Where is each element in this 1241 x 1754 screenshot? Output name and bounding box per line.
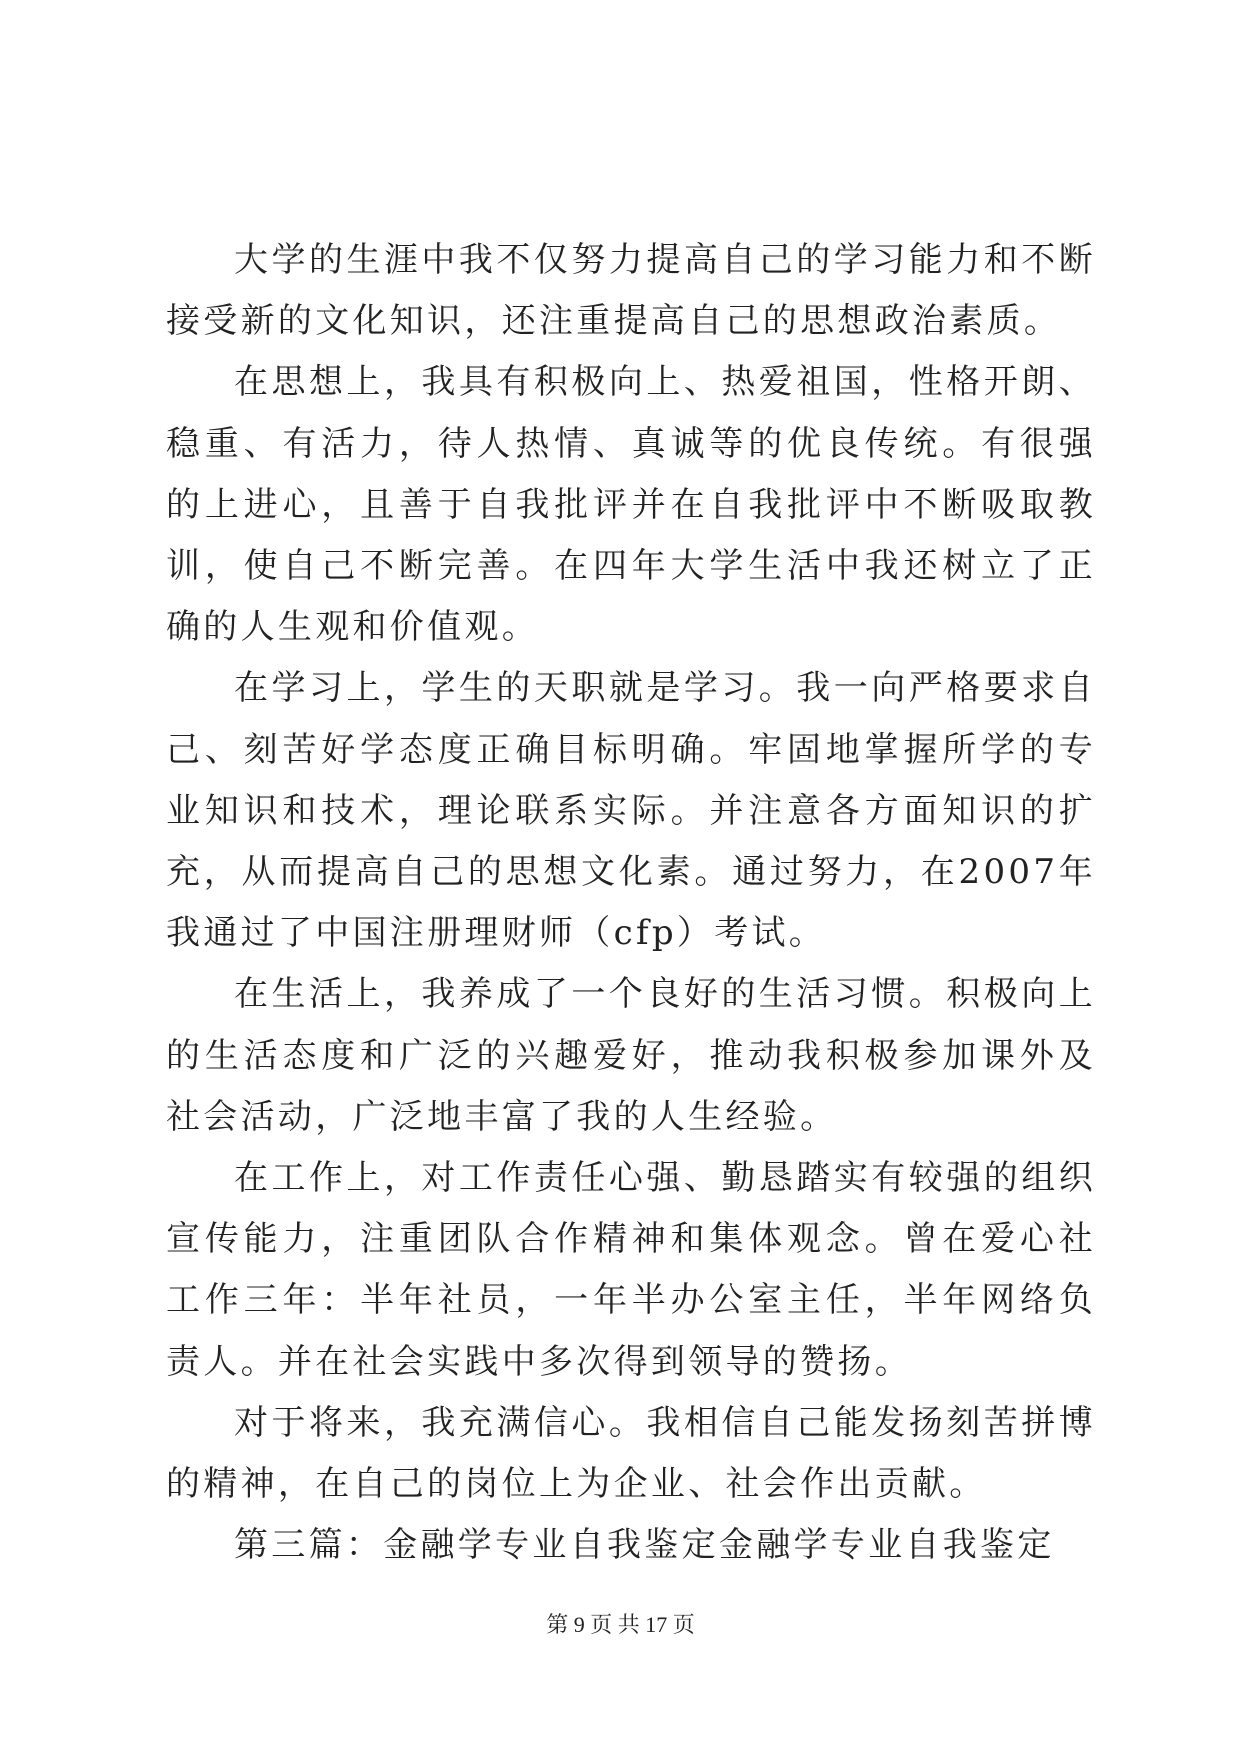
paragraph-life: 在生活上，我养成了一个良好的生活习惯。积极向上的生活态度和广泛的兴趣爱好，推动我积极参加课外及社会活动，广泛地丰富了我的人生经验。 xyxy=(166,974,1096,1137)
document-body xyxy=(166,230,1096,1576)
paragraph-study: 在学习上，学生的天职就是学习。我一向严格要求自己、刻苦好学态度正确目标明确。牢固地掌握所学的专业知识和技术，理论联系实际。并注意各方面知识的扩充，从而提高自己的思想文化素。通过努力，在2007年我通过了中国注册理财师（cfp）考试。 xyxy=(166,668,1096,954)
page-number-footer: 第 9 页 共 17 页 xyxy=(546,1612,695,1637)
paragraph-future: 对于将来，我充满信心。我相信自己能发扬刻苦拼博的精神，在自己的岗位上为企业、社会作出贡献。 xyxy=(166,1402,1096,1505)
section-heading: 第三篇：金融学专业自我鉴定金融学专业自我鉴定 xyxy=(234,1525,1055,1566)
paragraph-intro: 大学的生涯中我不仅努力提高自己的学习能力和不断接受新的文化知识，还注重提高自己的思想政治素质。 xyxy=(166,240,1096,342)
paragraph-work: 在工作上，对工作责任心强、勤恳踏实有较强的组织宣传能力，注重团队合作精神和集体观念。曾在爱心社工作三年：半年社员，一年半办公室主任，半年网络负责人。并在社会实践中多次得到领导的赞扬。 xyxy=(166,1158,1096,1382)
paragraph-ideology: 在思想上，我具有积极向上、热爱祖国，性格开朗、稳重、有活力，待人热情、真诚等的优良传统。有很强的上进心，且善于自我批评并在自我批评中不断吸取教训，使自己不断完善。在四年大学生活中我还树立了正确的人生观和价值观。 xyxy=(166,362,1096,648)
